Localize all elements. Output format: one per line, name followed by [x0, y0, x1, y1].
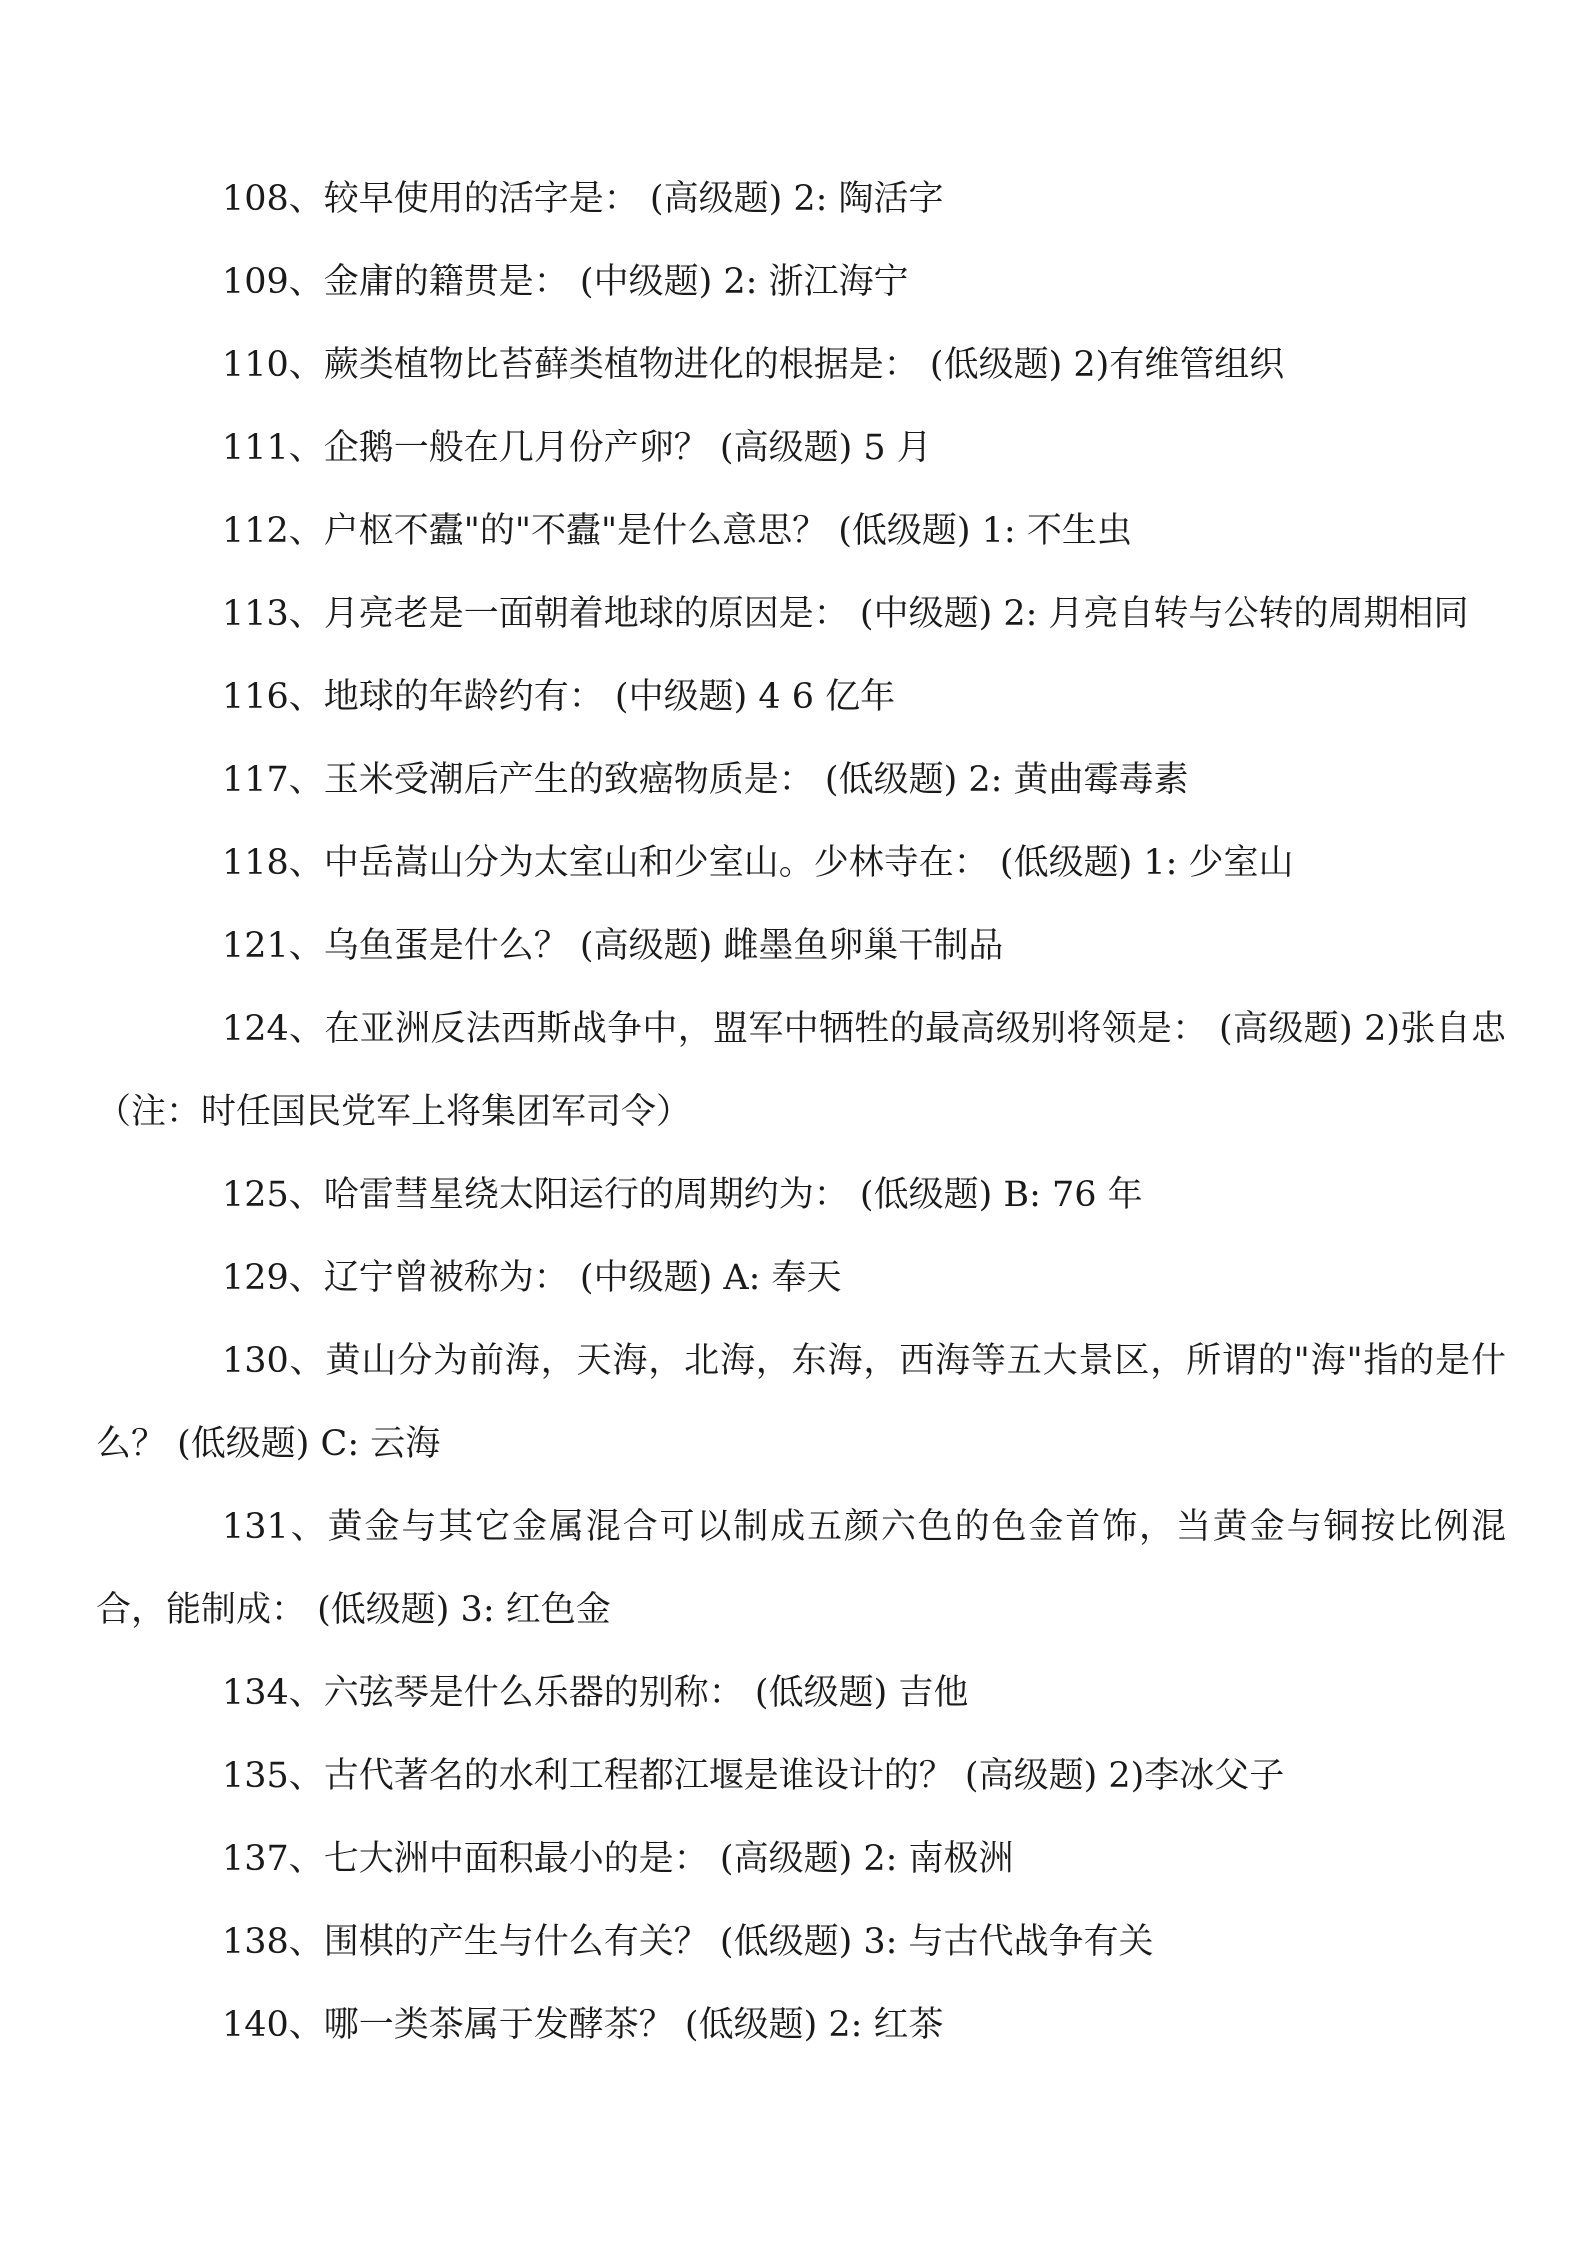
quiz-item-111: 111、企鹅一般在几月份产卵？ (高级题) 5 月 [222, 428, 932, 468]
quiz-item-124: 124、在亚洲反法西斯战争中，盟军中牺牲的最高级别将领是： (高级题) 2)张自忠 （注：时任国民党军上将集团军司令） [96, 1009, 1506, 1132]
quiz-item-113: 113、月亮老是一面朝着地球的原因是： (中级题) 2: 月亮自转与公转的周期相同 [222, 594, 1469, 634]
quiz-item-117: 117、玉米受潮后产生的致癌物质是： (低级题) 2: 黄曲霉毒素 [222, 760, 1189, 800]
quiz-item-109: 109、金庸的籍贯是： (中级题) 2: 浙江海宁 [222, 262, 909, 302]
quiz-item-112: 112、户枢不蠹"的"不蠹"是什么意思？ (低级题) 1: 不生虫 [222, 511, 1132, 551]
quiz-item-130: 130、黄山分为前海，天海，北海，东海，西海等五大景区，所谓的"海"指的是什么？ (低级题) C: 云海 [96, 1341, 1506, 1464]
quiz-item-135: 135、古代著名的水利工程都江堰是谁设计的？ (高级题) 2)李冰父子 [222, 1756, 1285, 1796]
quiz-item-108: 108、较早使用的活字是： (高级题) 2: 陶活字 [222, 179, 944, 219]
quiz-item-118: 118、中岳嵩山分为太室山和少室山。少林寺在： (低级题) 1: 少室山 [222, 843, 1294, 883]
quiz-item-137: 137、七大洲中面积最小的是： (高级题) 2: 南极洲 [222, 1839, 1014, 1879]
quiz-item-140: 140、哪一类茶属于发酵茶？ (低级题) 2: 红茶 [222, 2005, 944, 2045]
quiz-item-110: 110、蕨类植物比苔藓类植物进化的根据是： (低级题) 2)有维管组织 [222, 345, 1285, 385]
quiz-item-121: 121、乌鱼蛋是什么？ (高级题) 雌墨鱼卵巢干制品 [222, 926, 1004, 966]
quiz-list [96, 158, 1506, 2067]
quiz-item-134: 134、六弦琴是什么乐器的别称： (低级题) 吉他 [222, 1673, 969, 1713]
quiz-item-129: 129、辽宁曾被称为： (中级题) A: 奉天 [222, 1258, 842, 1298]
quiz-item-125: 125、哈雷彗星绕太阳运行的周期约为： (低级题) B: 76 年 [222, 1175, 1143, 1215]
quiz-item-131: 131、黄金与其它金属混合可以制成五颜六色的色金首饰，当黄金与铜按比例混合，能制成： (低级题) 3: 红色金 [96, 1507, 1506, 1630]
quiz-item-138: 138、围棋的产生与什么有关？ (低级题) 3: 与古代战争有关 [222, 1922, 1154, 1962]
quiz-item-116: 116、地球的年龄约有： (中级题) 4 6 亿年 [222, 677, 896, 717]
